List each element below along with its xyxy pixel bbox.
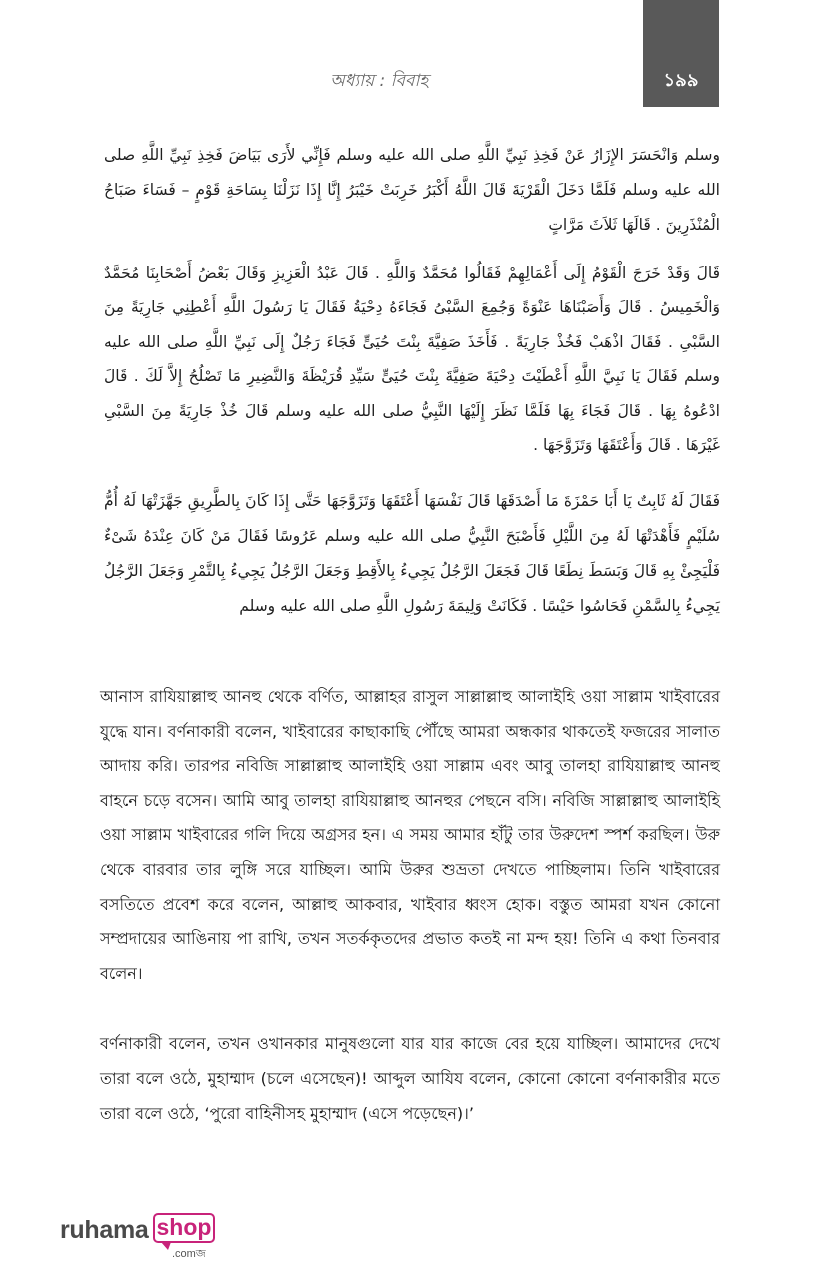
- logo-domain-text: .comজ: [172, 1248, 206, 1260]
- page-number: ১৯৯: [663, 70, 699, 91]
- ruhama-shop-logo: [60, 1212, 230, 1262]
- bengali-paragraph-1: আনাস রাযিয়াল্লাহু আনহু থেকে বর্ণিত, আল্লাহর রাসুল সাল্লাল্লাহু আলাইহি ওয়া সাল্লাম খাইবারের যুদ্ধে যান। বর্ণনাকারী বলেন, খাইবারের কাছাকাছি পৌঁছে আমরা অন্ধকার থাকতেই ফজরের সালাত আদায় করি। তারপর নবিজি সাল্লাল্লাহু আলাইহি ওয়া সাল্লাম এবং আবু তালহা রাযিয়াল্লাহু আনহু বাহনে চড়ে বসেন। আমি আবু তালহা রাযিয়াল্লাহু আনহুর পেছনে বসি। নবিজি সাল্লাল্লাহু আলাইহি ওয়া সাল্লাম খাইবারের গলি দিয়ে অগ্রসর হন। এ সময় আমার হাঁটু তার উরুদেশ স্পর্শ করছিল। উরু থেকে বারবার তার লুঙ্গি সরে যাচ্ছিল। আমি উরুর শুভ্রতা দেখতে পাচ্ছিলাম। তিনি খাইবারের বসতিতে প্রবেশ করে বলেন, আল্লাহু আকবার, খাইবার ধ্বংস হোক। বস্তুত আমরা যখন কোনো সম্প্রদায়ের আঙিনায় পা রাখি, তখন সতর্ককৃতদের প্রভাত কতই না মন্দ হয়! তিনি এ কথা তিনবার বলেন।: [100, 687, 720, 983]
- running-header: অধ্যায় : বিবাহ: [330, 71, 429, 91]
- logo-shop-badge: [153, 1213, 215, 1243]
- logo-shop-text: shop: [156, 1214, 212, 1240]
- logo-brand-text: ruhama: [60, 1216, 149, 1244]
- arabic-paragraph-3: فَقَالَ لَهُ ثَابِتٌ يَا أَبَا حَمْزَةَ مَا أَصْدَقَهَا قَالَ نَفْسَهَا أَعْتَقَهَا وَتَزَوَّجَهَا حَتَّى إِذَا كَانَ بِالطَّرِيقِ جَهَّزَتْهَا لَهُ أُمُّ سُلَيْمٍ فَأَهْدَتْهَا لَهُ مِنَ اللَّيْلِ فَأَصْبَحَ النَّبِيُّ صلى الله عليه وسلم عَرُوسًا فَقَالَ مَنْ كَانَ عِنْدَهُ شَىْءٌ فَلْيَجِئْ بِهِ قَالَ وَبَسَطَ نِطَعًا قَالَ فَجَعَلَ الرَّجُلُ يَجِيءُ بِالأَقِطِ وَجَعَلَ الرَّجُلُ يَجِيءُ بِالتَّمْرِ وَجَعَلَ الرَّجُلُ يَجِيءُ بِالسَّمْنِ فَحَاسُوا حَيْسًا . فَكَانَتْ وَلِيمَةَ رَسُولِ اللَّهِ صلى الله عليه وسلم: [104, 492, 720, 615]
- arabic-paragraph-2: قَالَ وَقَدْ خَرَجَ الْقَوْمُ إِلَى أَعْمَالِهِمْ فَقَالُوا مُحَمَّدٌ وَاللَّهِ . قَالَ عَبْدُ الْعَزِيزِ وَقَالَ بَعْضُ أَصْحَابِنَا مُحَمَّدٌ وَالْخَمِيسُ . قَالَ وَأَصَبْنَاهَا عَنْوَةً وَجُمِعَ السَّبْىُ فَجَاءَهُ دِحْيَةُ فَقَالَ يَا رَسُولَ اللَّهِ أَعْطِنِي جَارِيَةً مِنَ السَّبْىِ . فَقَالَ اذْهَبْ فَخُذْ جَارِيَةً . فَأَخَذَ صَفِيَّةَ بِنْتَ حُيَىٍّ فَجَاءَ رَجُلٌ إِلَى نَبِيِّ اللَّهِ صلى الله عليه وسلم فَقَالَ يَا نَبِيَّ اللَّهِ أَعْطَيْتَ دِحْيَةَ صَفِيَّةَ بِنْتَ حُيَىٍّ سَيِّدِ قُرَيْظَةَ وَالنَّضِيرِ مَا تَصْلُحُ إِلاَّ لَكَ . قَالَ ادْعُوهُ بِهَا . قَالَ فَجَاءَ بِهَا فَلَمَّا نَظَرَ إِلَيْهَا النَّبِيُّ صلى الله عليه وسلم قَالَ خُذْ جَارِيَةً مِنَ السَّبْىِ غَيْرَهَا . قَالَ وَأَعْتَقَهَا وَتَزَوَّجَهَا .: [104, 264, 720, 455]
- bengali-paragraph-2: বর্ণনাকারী বলেন, তখন ওখানকার মানুষগুলো যার যার কাজে বের হয়ে যাচ্ছিল। আমাদের দেখে তারা বলে ওঠে, মুহাম্মাদ (চলে এসেছেন)! আব্দুল আযিয বলেন, কোনো কোনো বর্ণনাকারীর মতে তারা বলে ওঠে, ‘পুরো বাহিনীসহ মুহাম্মাদ (এসে পড়েছেন)।’: [100, 1034, 720, 1123]
- page-number-tab: [643, 0, 719, 107]
- arabic-paragraph-1: وسلم وَانْحَسَرَ الإِزَارُ عَنْ فَخِذِ نَبِيِّ اللَّهِ صلى الله عليه وسلم فَإِنِّي لأَرَى بَيَاضَ فَخِذِ نَبِيِّ اللَّهِ صلى الله عليه وسلم فَلَمَّا دَخَلَ الْقَرْيَةَ قَالَ اللَّهُ أَكْبَرُ خَرِبَتْ خَيْبَرُ إِنَّا إِذَا نَزَلْنَا بِسَاحَةِ قَوْمٍ – فَسَاءَ صَبَاحُ الْمُنْذَرِينَ . قَالَهَا ثَلاَثَ مَرَّاتٍ: [104, 146, 720, 234]
